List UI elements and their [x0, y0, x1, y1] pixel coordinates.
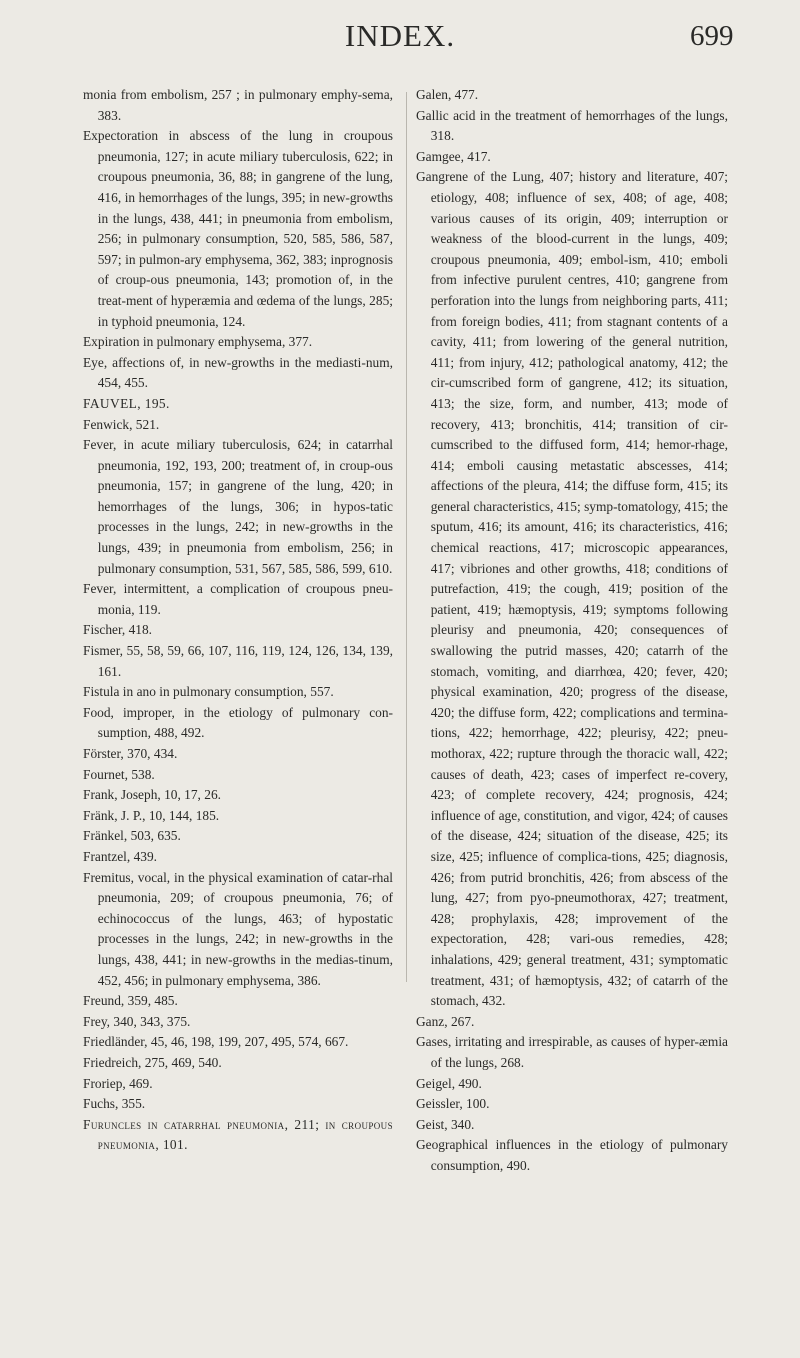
index-entry: Friedreich, 275, 469, 540.: [83, 1054, 222, 1070]
index-entry: Fournet, 538.: [83, 766, 155, 782]
index-entry-catchword: Furuncles in catarrhal pneumonia, 211; in croupous pneumonia, 101.: [83, 1116, 393, 1153]
index-entry: Fever, in acute miliary tuberculosis, 624; in catarrhal pneumonia, 192, 193, 200; treatment of, in croup-ous pneumonia, 157; in gangrene of the lung, 420; in hemorrhages of the lungs, 306; in hypos-tatic processes in the lungs, 242; in new-growths in the lungs, 439; in pneumonia from embolism, 256; in pulmonary consumption, 531, 567, 585, 586, 599, 610.: [83, 437, 393, 576]
index-entry: Froriep, 469.: [83, 1075, 153, 1091]
index-entry: Expiration in pulmonary emphysema, 377.: [83, 334, 313, 350]
index-entry: Eye, affections of, in new-growths in the mediasti-num, 454, 455.: [83, 354, 393, 391]
index-column-left: [83, 85, 393, 1156]
page-number: 699: [690, 20, 734, 52]
index-entry: Food, improper, in the etiology of pulmonary con-sumption, 488, 492.: [83, 704, 393, 741]
index-entry: Geissler, 100.: [416, 1096, 490, 1112]
index-entry: Expectoration in abscess of the lung in croupous pneumonia, 127; in acute miliary tuberculosis, 622; in croupous pneumonia, 36, 88; in gangrene of the lung, 416, in hemorrhages of the lungs, 395; in new-growths in the lungs, 438, 441; in pneumonia from embolism, 256; in pulmonary consumption, 520, 585, 586, 587, 597; in pulmon-ary emphysema, 362, 383; inprognosis of croup-ous pneumonia, 143; promotion of, in the treat-ment of hyperæmia and œdema of the lungs, 285; in typhoid pneumonia, 124.: [83, 128, 393, 329]
index-entry: Fränk, J. P., 10, 144, 185.: [83, 807, 220, 823]
index-entry: Ganz, 267.: [416, 1013, 475, 1029]
index-entry: Fismer, 55, 58, 59, 66, 107, 116, 119, 124, 126, 134, 139, 161.: [83, 643, 393, 679]
index-entry: Frank, Joseph, 10, 17, 26.: [83, 787, 221, 803]
index-entry: Geographical influences in the etiology of pulmonary consumption, 490.: [416, 1137, 728, 1173]
index-entry-main-heading: Gangrene of the Lung, 407; history and literature, 407; etiology, 408; influence of sex, 408; of age, 408; various causes of its origin, 409; interruption or weakness of the blood-current in the lungs, 409; croupous pneumonia, 409; embol-ism, 410; emboli from infective purulent centres, 410; gangrene from perforation into the lungs from neighboring parts, 411; from foreign bodies, 411; from stagnant contents of a cavity, 411; from lowering of the general nutrition, 411; from injury, 412; pathological anatomy, 412; the cir-cumscribed form of gangrene, 412; its situation, 413; the size, form, and number, 413; mode of recovery, 413; bronchitis, 414; transition of cir-cumscribed to the diffused form, 414; hemor-rhage, 414; emboli causing metastatic abscesses, 414; affections of the pleura, 414; the diffuse form, 415; its general characteristics, 415; symp-tomatology, 415; the sputum, 416; its amount, 416; its characteristics, 416; chemical reactions, 417; microscopic appearances, 417; vibriones and other growths, 418; conditions of putrefaction, 419; the cough, 419; position of the patient, 419; hæmoptysis, 419; symptoms following pleurisy and pneumonia, 420; consequences of swallowing the putrid masses, 420; catarrh of the stomach, vomiting, and diarrhœa, 420; fever, 420; physical examination, 420; progress of the disease, 420; the diffuse form, 422; complications and termina-tions, 422; hemorrhage, 422; pleurisy, 422; pneu-mothorax, 422; rupture through the thoracic wall, 422; causes of death, 423; cases of imperfect re-covery, 423; of complete recovery, 424; prognosis, 424; influence of age, constitution, and vigor, 424; of causes of the disease, 424; situation of the disease, 425; its size, 425; influence of complica-tions, 425; diagnosis, 426; from putrid bronchitis, 426; from abscess of the lung, 427; from pyo-pneumothorax, 427; treatment, 428; prophylaxis, 428; improvement of the expectoration, 428; vari-ous remedies, 428; inhalations, 429; general treatment, 431; symptomatic treatment, 431; of hæmoptysis, 432; of catarrh of the stomach, 432.: [416, 169, 728, 1009]
index-entry: Fistula in ano in pulmonary consumption, 557.: [83, 684, 334, 700]
index-entry: Frantzel, 439.: [83, 848, 158, 864]
index-entry: Förster, 370, 434.: [83, 746, 178, 761]
index-entry: Fremitus, vocal, in the physical examination of catar-rhal pneumonia, 209; of croupous pneumonia, 76; of echinococcus of the lungs, 463; of hypostatic processes in the lungs, 242; in new-growths in the lungs, 438, 441; in new-growths in the medias-tinum, 452, 456; in pulmonary emphysema, 386.: [83, 869, 393, 988]
index-entry: Fever, intermittent, a complication of croupous pneu-monia, 119.: [83, 581, 393, 617]
index-entry: Freund, 359, 485.: [83, 993, 178, 1009]
index-entry: Geigel, 490.: [416, 1075, 482, 1091]
index-entry: FAUVEL, 195.: [83, 395, 170, 411]
column-divider: [406, 92, 407, 982]
index-entry: Geist, 340.: [416, 1116, 475, 1132]
index-column-right: [416, 85, 728, 1176]
index-entry: Fuchs, 355.: [83, 1096, 146, 1112]
index-entry: Fenwick, 521.: [83, 416, 160, 432]
index-entry: Frey, 340, 343, 375.: [83, 1013, 191, 1029]
index-entry: Fränkel, 503, 635.: [83, 828, 181, 844]
index-entry: Fischer, 418.: [83, 622, 153, 638]
index-entry: monia from embolism, 257 ; in pulmonary emphy-sema, 383.: [83, 87, 393, 123]
index-entry: Gases, irritating and irrespirable, as causes of hyper-æmia of the lungs, 268.: [416, 1034, 728, 1070]
index-entry: Gamgee, 417.: [416, 148, 491, 164]
page-header-title: INDEX.: [344, 18, 456, 53]
index-entry: Gallic acid in the treatment of hemorrhages of the lungs, 318.: [416, 107, 728, 144]
index-entry: Galen, 477.: [416, 87, 479, 102]
index-entry: Friedländer, 45, 46, 198, 199, 207, 495, 574, 667.: [83, 1034, 349, 1050]
